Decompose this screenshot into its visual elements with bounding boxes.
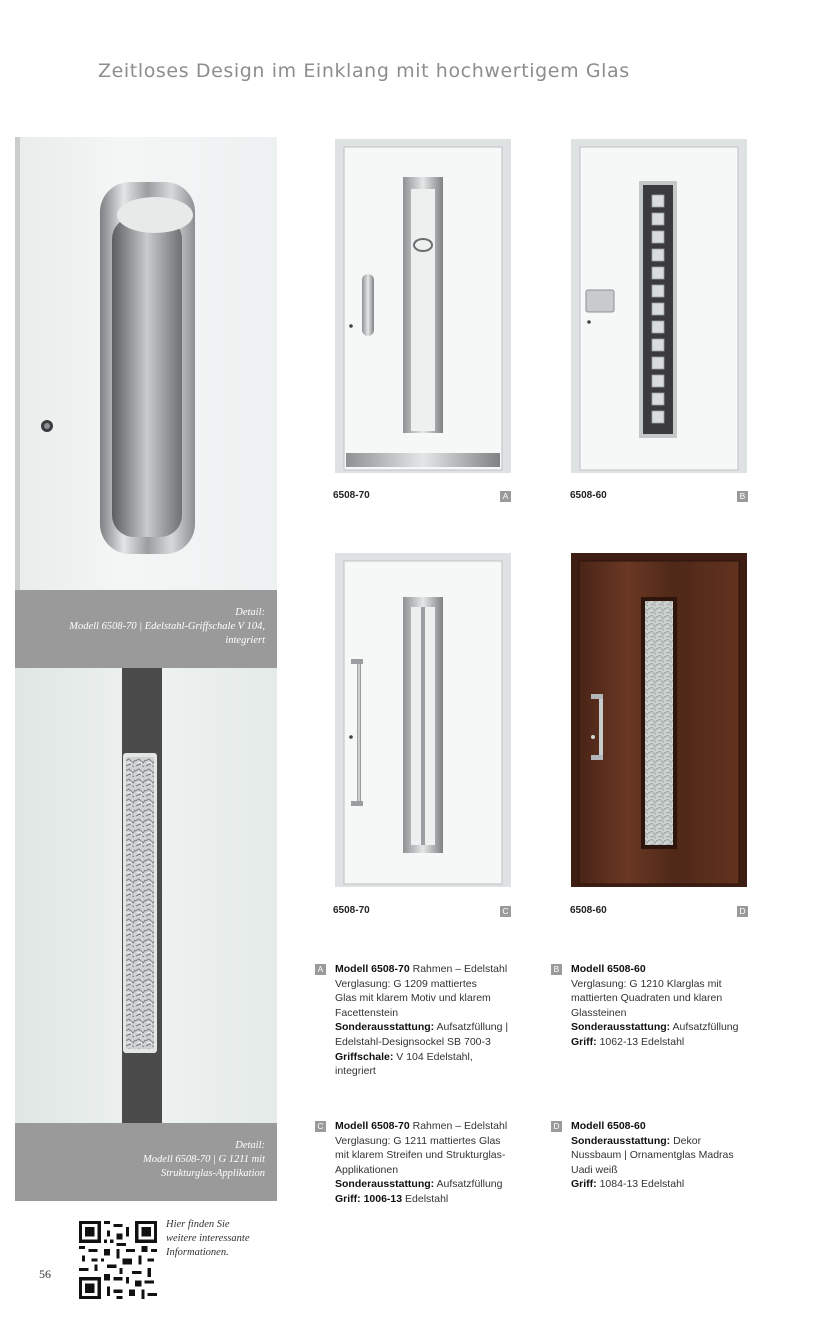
- description-c-letter: C: [315, 1121, 326, 1132]
- qr-code-icon[interactable]: [79, 1221, 157, 1299]
- detail-photo-glass: [15, 668, 277, 1123]
- door-label-c: 6508-70: [333, 905, 370, 916]
- description-c: [317, 1119, 535, 1207]
- description-c-model: Modell 6508-70: [335, 1120, 410, 1132]
- qr-caption: [166, 1218, 250, 1260]
- description-b-model: Modell 6508-60: [571, 963, 646, 975]
- description-b-handle-label: Griff:: [571, 1035, 597, 1048]
- door-label-a: 6508-70: [333, 490, 370, 501]
- description-d-handle-value: 1084-13 Edelstahl: [596, 1178, 685, 1191]
- detail-caption-2-line2: Modell 6508-70 | G 1211 mit: [143, 1154, 265, 1165]
- description-c-line2: Verglasung: G 1211 mattiertes Glas: [335, 1134, 501, 1147]
- description-c-extra-label: Sonderausstattung:: [335, 1178, 435, 1191]
- detail-caption-1-line1: Detail:: [235, 607, 265, 618]
- description-a-extra-value: Aufsatzfüllung |: [434, 1021, 509, 1034]
- description-d-handle-label: Griff:: [571, 1178, 597, 1191]
- description-c-frame: Rahmen – Edelstahl: [409, 1120, 508, 1132]
- description-d-letter: D: [551, 1121, 562, 1132]
- description-c-line4: Applikationen: [335, 1163, 399, 1176]
- page-number: 56: [39, 1267, 51, 1281]
- detail-caption-1: [15, 590, 277, 668]
- description-b-extra-value: Aufsatzfüllung: [670, 1021, 739, 1034]
- description-b-line2: Verglasung: G 1210 Klarglas mit: [571, 977, 722, 990]
- qr-caption-line3: Informationen.: [166, 1247, 229, 1258]
- description-d-extra-label: Sonderausstattung:: [571, 1134, 671, 1147]
- door-image-d: [569, 551, 749, 891]
- door-image-a: [333, 137, 513, 477]
- door-letter-b: B: [737, 491, 748, 502]
- description-d-extra-value: Dekor: [670, 1134, 702, 1147]
- description-a-model: Modell 6508-70: [335, 963, 410, 975]
- description-d-line4: Uadi weiß: [571, 1163, 618, 1176]
- qr-caption-line2: weitere interessante: [166, 1233, 250, 1244]
- description-a: [317, 962, 535, 1079]
- description-c-extra-value: Aufsatzfüllung: [434, 1178, 503, 1191]
- description-b-letter: B: [551, 964, 562, 975]
- detail-caption-1-line2: Modell 6508-70 | Edelstahl-Griffschale V 104,: [69, 621, 265, 632]
- detail-caption-2-line1: Detail:: [235, 1140, 265, 1151]
- door-letter-a: A: [500, 491, 511, 502]
- description-a-letter: A: [315, 964, 326, 975]
- description-d-line3: Nussbaum | Ornamentglas Madras: [571, 1149, 734, 1162]
- detail-caption-1-line3: integriert: [225, 635, 265, 646]
- door-image-c: [333, 551, 513, 891]
- detail-caption-2-line3: Strukturglas-Applikation: [160, 1168, 265, 1179]
- description-b-handle-value: 1062-13 Edelstahl: [596, 1035, 685, 1048]
- detail-photo-handle: [15, 137, 277, 590]
- description-c-line3: mit klarem Streifen und Strukturglas-: [335, 1149, 506, 1162]
- description-d-model: Modell 6508-60: [571, 1120, 646, 1132]
- description-a-line6: Edelstahl-Designsockel SB 700-3: [335, 1035, 491, 1048]
- description-a-line2: Verglasung: G 1209 mattiertes: [335, 977, 477, 990]
- description-c-handle-value: Edelstahl: [402, 1192, 449, 1205]
- door-image-b: [569, 137, 749, 477]
- description-a-line3: Glas mit klarem Motiv und klarem: [335, 992, 491, 1005]
- description-a-frame: Rahmen – Edelstahl: [409, 963, 508, 975]
- door-letter-c: C: [500, 906, 511, 917]
- description-a-line4: Facettenstein: [335, 1006, 399, 1019]
- description-a-handle-label: Griffschale:: [335, 1050, 394, 1063]
- description-a-handle-value: V 104 Edelstahl,: [393, 1050, 473, 1063]
- description-b: [553, 962, 771, 1050]
- detail-caption-2: [15, 1123, 277, 1201]
- description-b-line3: mattierten Quadraten und klaren: [571, 992, 723, 1005]
- door-label-b: 6508-60: [570, 490, 607, 501]
- door-label-d: 6508-60: [570, 905, 607, 916]
- description-a-extra-label: Sonderausstattung:: [335, 1021, 435, 1034]
- door-letter-d: D: [737, 906, 748, 917]
- description-b-extra-label: Sonderausstattung:: [571, 1021, 671, 1034]
- description-a-line8: integriert: [335, 1065, 376, 1078]
- description-b-line4: Glassteinen: [571, 1006, 627, 1019]
- qr-caption-line1: Hier finden Sie: [166, 1219, 230, 1230]
- description-d: [553, 1119, 771, 1192]
- page-headline: Zeitloses Design im Einklang mit hochwertigem Glas: [98, 60, 630, 82]
- description-c-handle-label: Griff: 1006-13: [335, 1192, 403, 1205]
